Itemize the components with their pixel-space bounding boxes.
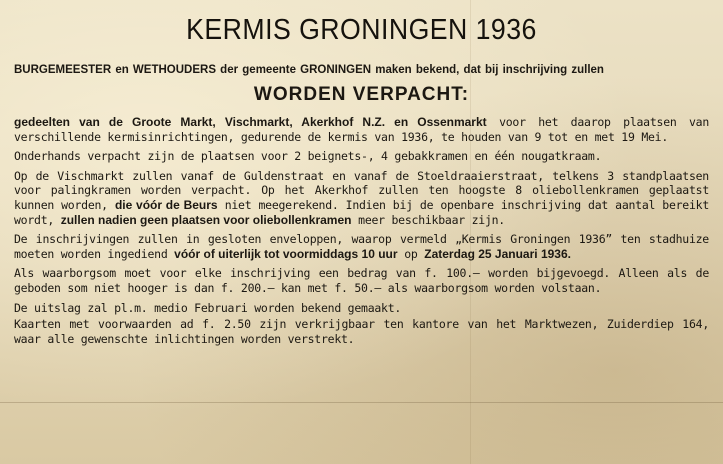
paragraph-deposit: Als waarborgsom moet voor elke inschrijving een bedrag van f. 100.— worden bijgevoegd. Alleen als de geboden som niet hooger is dan f. 200.— kan met f. 50.— als waarborgsom worden volstaan. (14, 266, 709, 295)
paragraph-locations (14, 115, 709, 144)
paper-fold-horizontal (0, 402, 723, 403)
locations-bold: gedeelten van de Groote Markt, Vischmarkt, Akerkhof N.Z. en Ossenmarkt (14, 115, 487, 129)
stands-text-d: meer beschikbaar zijn. (351, 212, 505, 227)
paragraph-cards: Kaarten met voorwaarden ad f. 2.50 zijn verkrijgbaar ten kantore van het Marktwezen, Zuiderdiep 164, waar alle gewenschte inlichtingen worden verstrekt. (14, 317, 709, 346)
envelopes-date: Zaterdag 25 Januari 1936. (424, 246, 571, 261)
stands-text-c: niet meegerekend. Indien bij de openbare inschrijving dat aantal bereikt wordt, (14, 197, 709, 227)
paragraph-private-lease: Onderhands verpacht zijn de plaatsen voor 2 beignets-, 4 gebakkramen en één nougatkraam. (14, 149, 602, 164)
stands-bold-no-places: zullen nadien geen plaatsen voor oliebollenkramen (60, 212, 352, 227)
stands-bold-beurs: die vóór de Beurs (114, 197, 218, 212)
locations-rest: voor het daarop plaatsen van verschillende kermisinrichtingen, gedurende de kermis van 1936, te houden van 9 tot en met 19 Mei. (14, 115, 709, 144)
paragraph-envelopes (14, 232, 709, 261)
intro-announcement: BURGEMEESTER en WETHOUDERS der gemeente GRONINGEN maken bekend, dat bij inschrijving zullen (14, 64, 604, 76)
poster-title: KERMIS GRONINGEN 1936 (186, 14, 537, 46)
paper-fold-vertical (470, 0, 471, 464)
stands-text-a: Op de Vischmarkt zullen vanaf de Guldenstraat en vanaf de Stoeldraaierstraat, telkens 3 standplaatsen voor palingkramen worden verpacht. Op het Akerkhof zullen ten hoogste 8 oliebollenkramen geplaatst kunnen worden, (14, 168, 709, 212)
section-heading: WORDEN VERPACHT: (253, 84, 470, 105)
envelopes-text-a: De inschrijvingen zullen in gesloten enveloppen, waarop vermeld „Kermis Groningen 1936” ten stadhuize moeten worden ingediend (14, 232, 709, 261)
envelopes-deadline: vóór of uiterlijk tot voormiddags 10 uur (174, 246, 398, 261)
paragraph-stands (14, 169, 709, 227)
paragraph-result: De uitslag zal pl.m. medio Februari worden bekend gemaakt. (14, 300, 402, 315)
envelopes-text-c: op (397, 246, 425, 261)
